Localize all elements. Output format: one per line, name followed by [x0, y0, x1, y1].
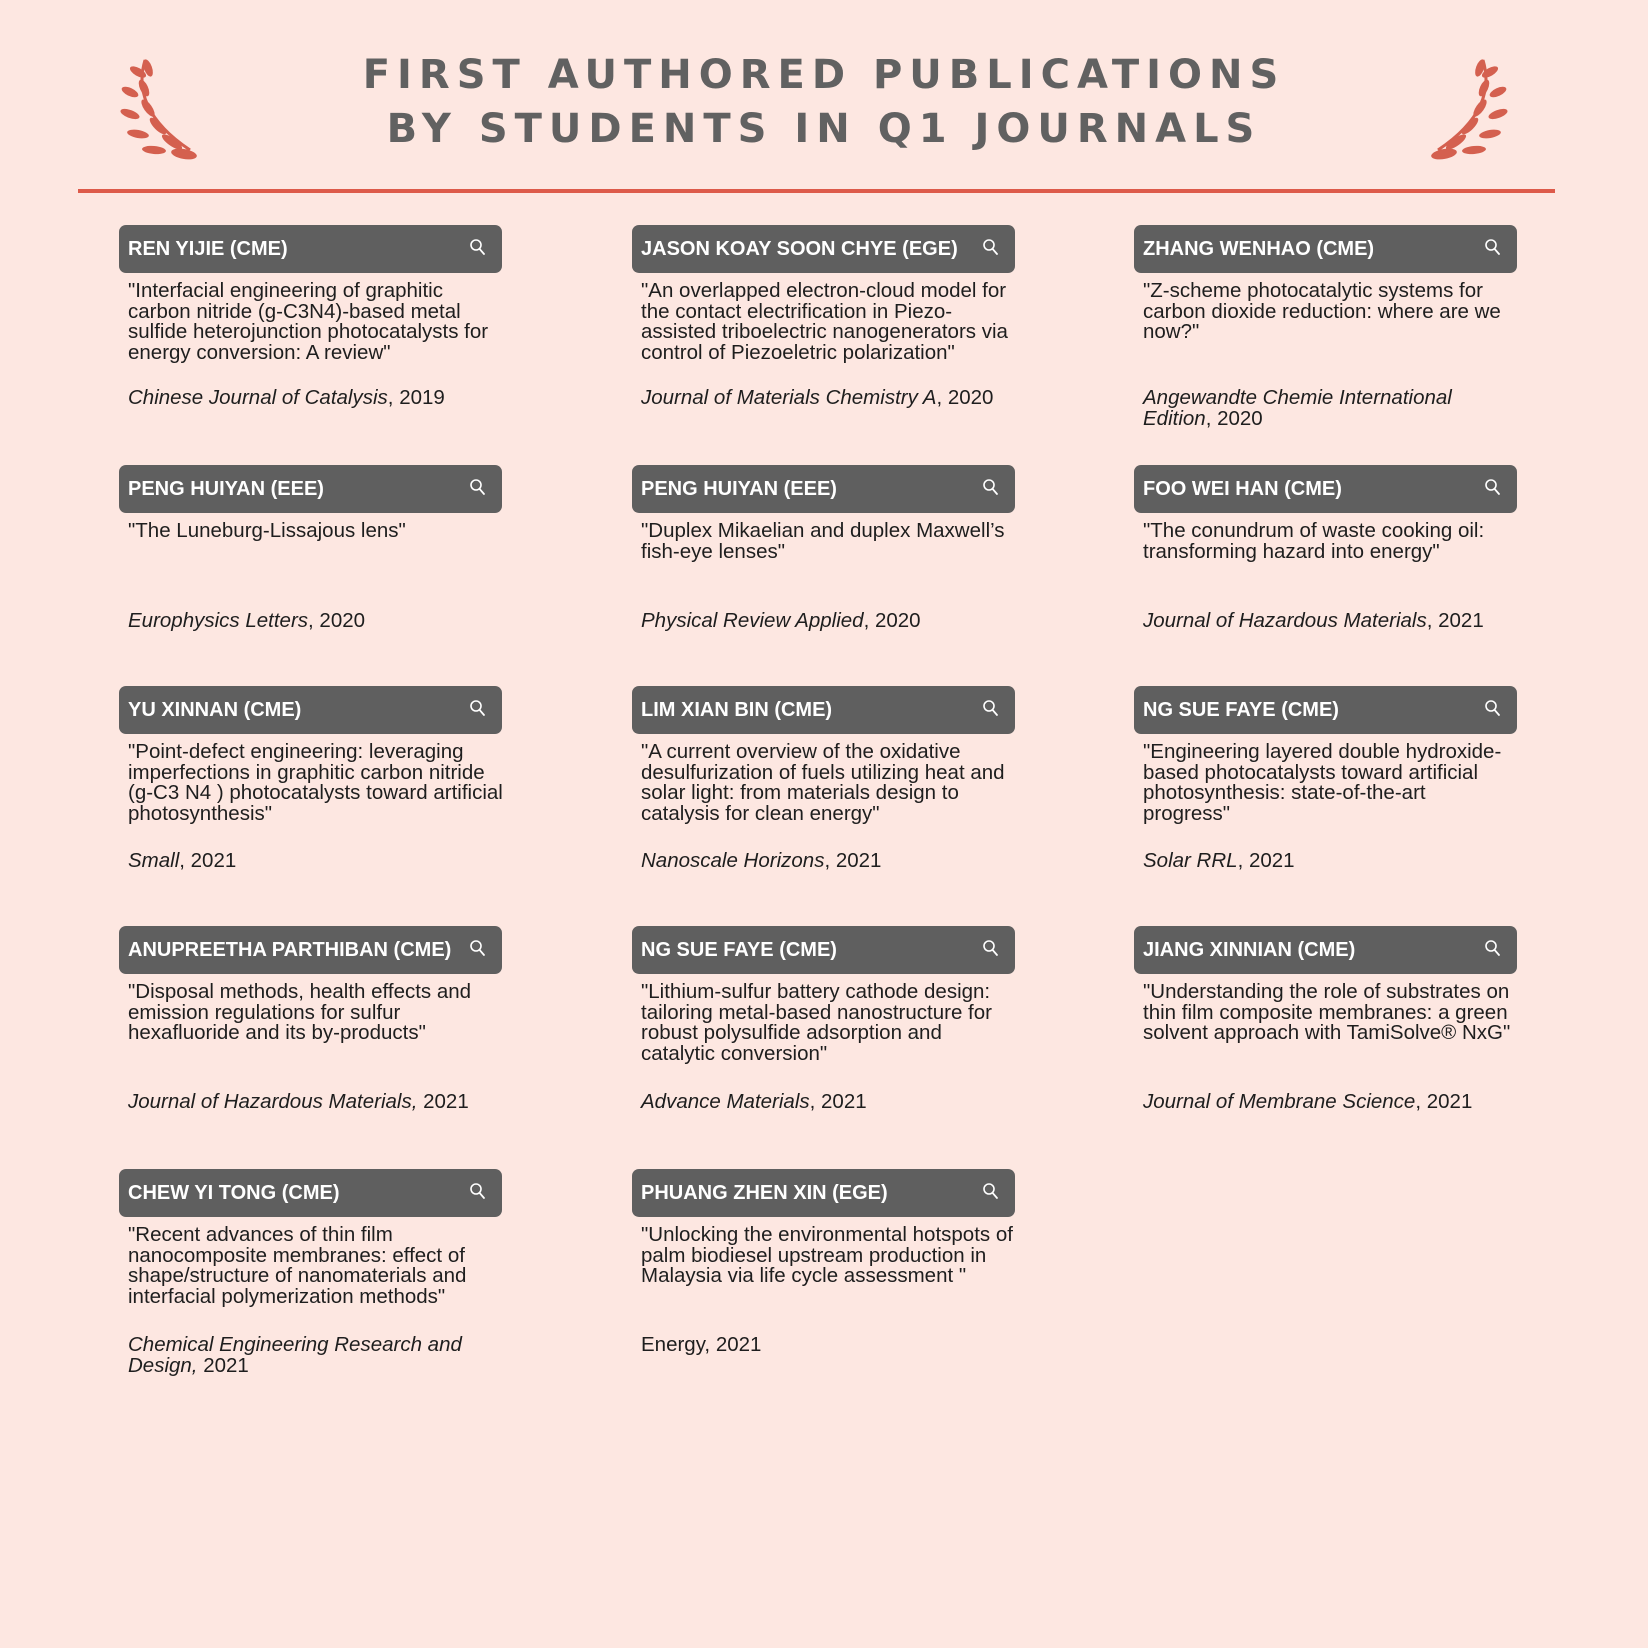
journal-line: [128, 1092, 498, 1113]
header-divider: [78, 189, 1555, 193]
journal-name: Chinese Journal of Catalysis: [128, 386, 388, 409]
author-name-bar[interactable]: [1134, 225, 1517, 273]
journal-line: [128, 851, 498, 872]
journal-name: Journal of Membrane Science: [1143, 1090, 1416, 1113]
search-icon[interactable]: [468, 1182, 488, 1202]
search-icon[interactable]: [468, 939, 488, 959]
publication-title: "Recent advances of thin film nanocomposite membranes: effect of shape/structure of nanomaterials and interfacial polymerization methods": [128, 1223, 467, 1308]
publication-title: "Understanding the role of substrates on thin film composite membranes: a green solvent approach with TamiSolve® NxG": [1143, 980, 1511, 1044]
author-name: PENG HUIYAN (EEE): [641, 478, 837, 500]
publication-title: "Lithium-sulfur battery cathode design: tailoring metal-based nanostructure for robust polysulfide adsorption and catalytic conversion": [641, 980, 992, 1065]
publication-card: [119, 225, 502, 409]
publication-title: "Z-scheme photocatalytic systems for carbon dioxide reduction: where are we now?": [1143, 279, 1501, 343]
author-name-bar[interactable]: [632, 686, 1015, 734]
author-name: JASON KOAY SOON CHYE (EGE): [641, 238, 958, 260]
journal-name: Physical Review Applied: [641, 609, 864, 632]
publication-year: , 2021: [824, 849, 882, 872]
search-icon[interactable]: [981, 238, 1001, 258]
search-icon[interactable]: [981, 939, 1001, 959]
search-icon[interactable]: [468, 699, 488, 719]
publication-year: 2021: [197, 1353, 249, 1377]
publication-year: Energy, 2021: [641, 1333, 762, 1356]
author-name: CHEW YI TONG (CME): [128, 1182, 340, 1204]
publication-card: [632, 926, 1015, 1113]
author-name: JIANG XINNIAN (CME): [1143, 939, 1356, 961]
publication-year: , 2021: [809, 1090, 867, 1113]
publication-title: "The Luneburg-Lissajous lens": [128, 519, 406, 542]
publication-year: , 2021: [1237, 849, 1295, 872]
publication-card: [632, 686, 1015, 872]
publication-year: , 2020: [863, 609, 921, 632]
publication-year: , 2020: [936, 386, 994, 409]
author-name-bar[interactable]: [632, 1169, 1015, 1217]
author-name: ANUPREETHA PARTHIBAN (CME): [128, 939, 452, 961]
author-name-bar[interactable]: [632, 465, 1015, 513]
author-name-bar[interactable]: [119, 465, 502, 513]
publication-title: "Duplex Mikaelian and duplex Maxwell’s fish-eye lenses": [641, 519, 1005, 563]
publication-card: [1134, 926, 1517, 1113]
publication-title: "A current overview of the oxidative desulfurization of fuels utilizing heat and solar light: from materials design to catalysis for clean energy": [641, 740, 1005, 825]
search-icon[interactable]: [1483, 478, 1503, 498]
author-name: PHUANG ZHEN XIN (EGE): [641, 1182, 888, 1204]
search-icon[interactable]: [468, 238, 488, 258]
laurel-icon: [1418, 50, 1528, 170]
search-icon[interactable]: [1483, 238, 1503, 258]
author-name: YU XINNAN (CME): [128, 699, 302, 721]
journal-name: Chemical Engineering Research and Design,: [128, 1333, 462, 1377]
journal-line: [641, 851, 1011, 872]
author-name-bar[interactable]: [119, 686, 502, 734]
publication-year: 2021: [417, 1090, 469, 1113]
publication-title: "Unlocking the environmental hotspots of palm biodiesel upstream production in Malaysia via life cycle assessment ": [641, 1223, 1013, 1287]
search-icon[interactable]: [468, 478, 488, 498]
author-name-bar[interactable]: [119, 225, 502, 273]
journal-line: [1143, 388, 1513, 429]
journal-name: Europhysics Letters: [128, 609, 309, 632]
journal-line: [1143, 1092, 1513, 1113]
publication-title: "Interfacial engineering of graphitic carbon nitride (g-C3N4)-based metal sulfide heterojunction photocatalysts for energy conversion: A review": [128, 279, 489, 364]
journal-name: Journal of Materials Chemistry A: [641, 386, 937, 409]
author-name: FOO WEI HAN (CME): [1143, 478, 1342, 500]
title-line-1: FIRST AUTHORED PUBLICATIONS: [362, 52, 1286, 98]
publication-card: [632, 465, 1015, 632]
publication-card: [119, 1169, 502, 1377]
journal-line: [641, 1335, 1011, 1356]
author-name: NG SUE FAYE (CME): [1143, 699, 1339, 721]
journal-name: Nanoscale Horizons: [641, 849, 825, 872]
publication-title: "Disposal methods, health effects and emission regulations for sulfur hexafluoride and its by-products": [128, 980, 472, 1044]
publication-title: "Point-defect engineering: leveraging imperfections in graphitic carbon nitride (g-C3 N4 ) photocatalysts toward artificial photosynthesis": [128, 740, 503, 825]
publication-year: , 2021: [1426, 609, 1484, 632]
publication-year: , 2020: [1205, 406, 1263, 430]
journal-line: [1143, 851, 1513, 872]
author-name: REN YIJIE (CME): [128, 238, 288, 260]
page-title: [0, 48, 1648, 156]
publication-card: [1134, 686, 1517, 872]
author-name-bar[interactable]: [119, 926, 502, 974]
search-icon[interactable]: [981, 699, 1001, 719]
publication-title: "An overlapped electron-cloud model for the contact electrification in Piezo-assisted triboelectric nanogenerators via control of Piezoeletric polarization": [641, 279, 1008, 364]
publication-card: [632, 225, 1015, 409]
publication-year: , 2019: [387, 386, 445, 409]
journal-line: [128, 611, 498, 632]
publication-card: [119, 465, 502, 632]
publication-year: , 2020: [308, 609, 366, 632]
journal-line: [641, 1092, 1011, 1113]
journal-name: Small: [128, 849, 180, 872]
publication-title: "Engineering layered double hydroxide-based photocatalysts toward artificial photosynthesis: state-of-the-art progress": [1143, 740, 1502, 825]
publication-year: , 2021: [179, 849, 237, 872]
author-name: ZHANG WENHAO (CME): [1143, 238, 1375, 260]
publication-card: [1134, 225, 1517, 430]
author-name-bar[interactable]: [632, 926, 1015, 974]
search-icon[interactable]: [1483, 939, 1503, 959]
journal-line: [128, 1335, 498, 1376]
search-icon[interactable]: [1483, 699, 1503, 719]
author-name: PENG HUIYAN (EEE): [128, 478, 324, 500]
author-name-bar[interactable]: [1134, 686, 1517, 734]
author-name: LIM XIAN BIN (CME): [641, 699, 833, 721]
page-header: [0, 0, 1648, 200]
journal-line: [641, 388, 1011, 409]
journal-line: [1143, 611, 1513, 632]
publication-card: [632, 1169, 1015, 1356]
author-name-bar[interactable]: [632, 225, 1015, 273]
publication-year: , 2021: [1415, 1090, 1473, 1113]
publication-title: "The conundrum of waste cooking oil: transforming hazard into energy": [1143, 519, 1485, 563]
search-icon[interactable]: [981, 478, 1001, 498]
journal-name: Solar RRL: [1143, 849, 1238, 872]
journal-line: [641, 611, 1011, 632]
journal-name: Advance Materials: [641, 1090, 810, 1113]
author-name: NG SUE FAYE (CME): [641, 939, 837, 961]
journal-name: Angewandte Chemie International Edition: [1143, 386, 1452, 430]
author-name-bar[interactable]: [1134, 465, 1517, 513]
publication-card: [1134, 465, 1517, 632]
publication-card: [119, 686, 503, 872]
journal-name: Journal of Hazardous Materials: [1143, 609, 1427, 632]
publication-card: [119, 926, 502, 1113]
title-line-2: BY STUDENTS IN Q1 JOURNALS: [386, 106, 1262, 152]
search-icon[interactable]: [981, 1182, 1001, 1202]
author-name-bar[interactable]: [119, 1169, 502, 1217]
journal-name: Journal of Hazardous Materials,: [128, 1090, 418, 1113]
journal-line: [128, 388, 498, 409]
author-name-bar[interactable]: [1134, 926, 1517, 974]
